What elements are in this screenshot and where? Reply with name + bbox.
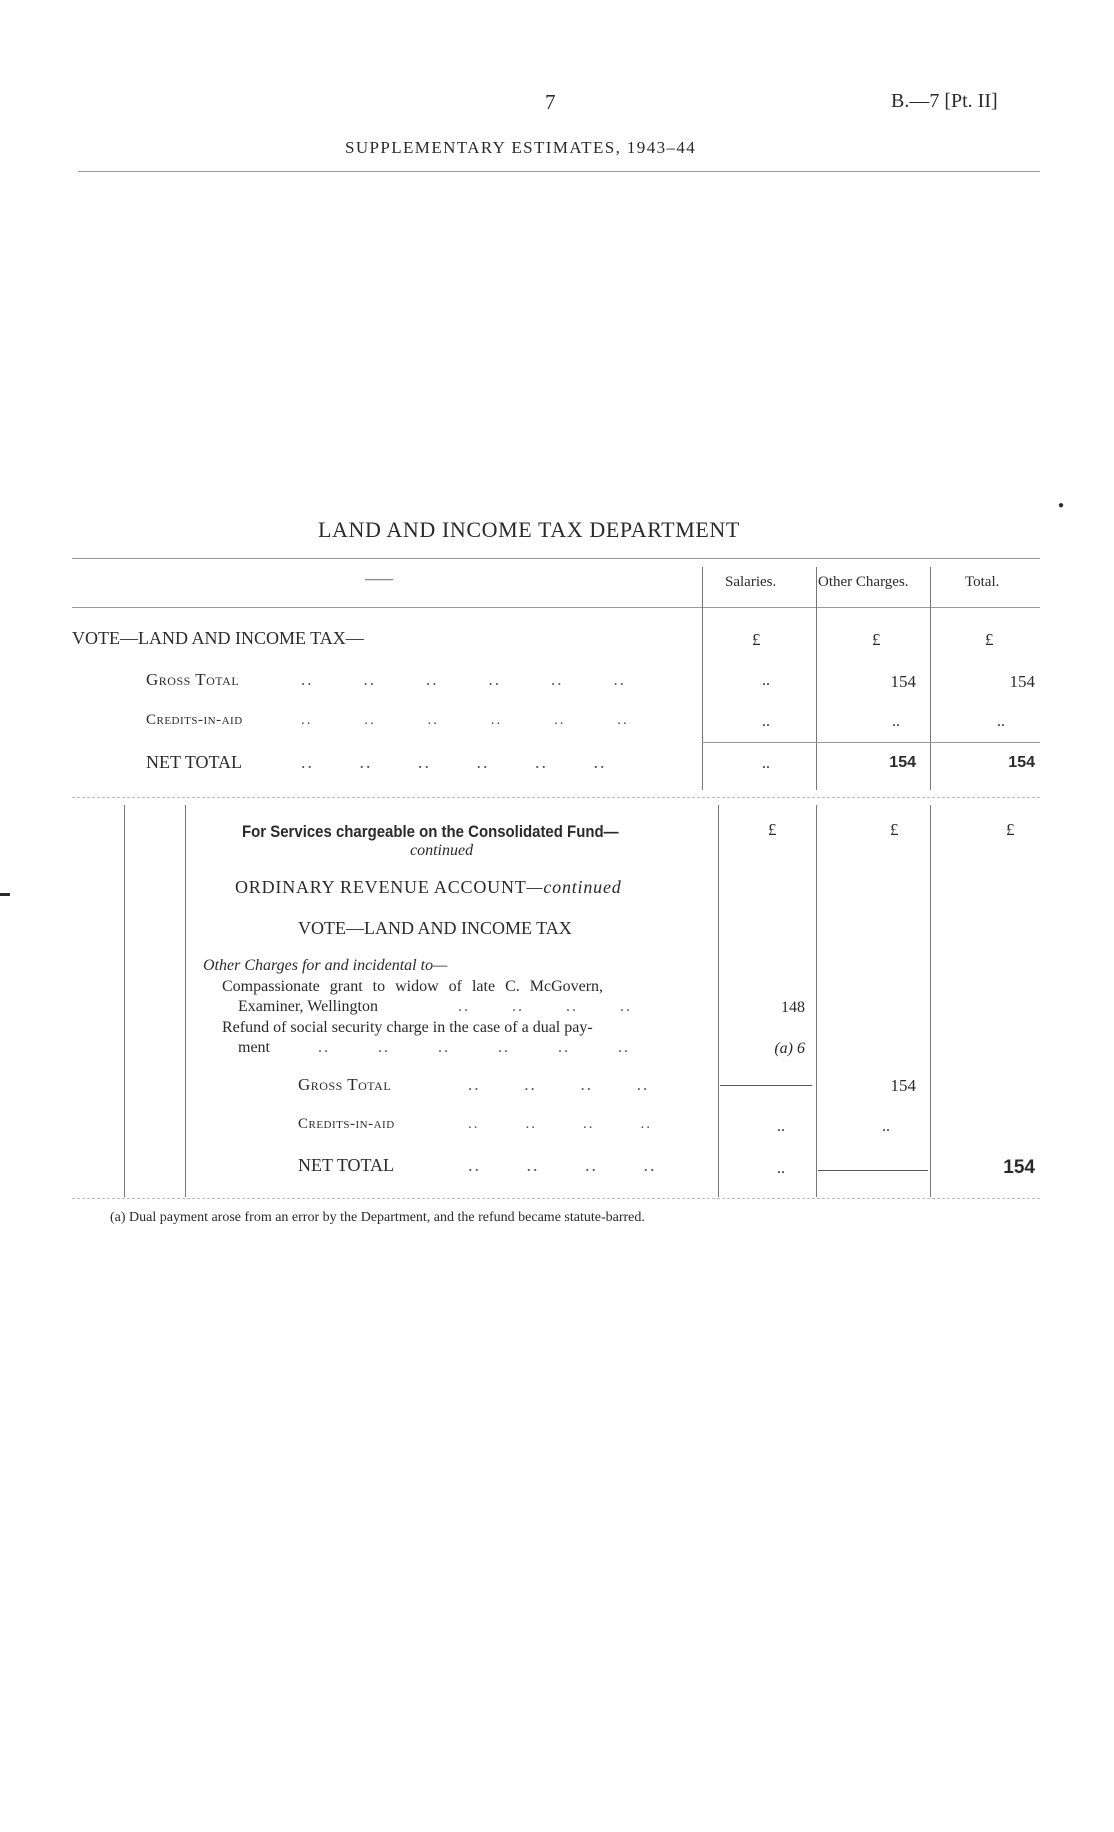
column-divider-total xyxy=(930,567,931,790)
net-total-salaries: .. xyxy=(762,755,770,772)
summary-row-label: NET TOTAL xyxy=(146,752,243,772)
net-total-total: 154 xyxy=(1008,754,1035,771)
detail-gross-total-row xyxy=(298,1075,708,1095)
item-2-salaries: (a) 6 xyxy=(774,1040,805,1057)
leader-dots: .. .. .. .. xyxy=(468,1116,652,1132)
header-rule xyxy=(78,171,1040,172)
detail-gross-total-other: 154 xyxy=(890,1076,916,1095)
account-heading-text: ORDINARY REVENUE ACCOUNT xyxy=(235,877,527,897)
fund-continued: continued xyxy=(410,842,474,859)
detail-currency-total: £ xyxy=(1006,820,1015,839)
leader-dots: .. .. .. .. .. .. xyxy=(301,712,629,728)
detail-salaries-rule xyxy=(720,1085,812,1086)
summary-row-label: Credits-in-aid xyxy=(146,712,243,728)
currency-total: £ xyxy=(985,630,994,649)
detail-net-total-salaries: .. xyxy=(777,1160,785,1177)
detail-credits-row xyxy=(298,1116,708,1133)
running-title: SUPPLEMENTARY ESTIMATES, 1943–44 xyxy=(345,138,697,157)
detail-gross-total-label: Gross Total xyxy=(298,1075,392,1094)
summary-vote-label: VOTE—LAND AND INCOME TAX— xyxy=(72,628,364,648)
column-divider-other xyxy=(816,567,817,790)
column-header-blank: —— xyxy=(365,572,393,587)
item-line-text: Examiner, Wellington xyxy=(238,998,378,1015)
detail-divider-salaries xyxy=(718,805,719,1197)
column-header-other-charges: Other Charges. xyxy=(818,574,909,590)
summary-row xyxy=(146,712,701,729)
detail-other-rule xyxy=(818,1170,928,1171)
detail-left-border xyxy=(124,805,125,1197)
item-line xyxy=(238,1039,708,1057)
gross-total-other: 154 xyxy=(890,672,916,691)
item-1-salaries: 148 xyxy=(781,999,805,1016)
summary-row xyxy=(146,670,701,690)
detail-credits-salaries: .. xyxy=(777,1118,785,1135)
page-number: 7 xyxy=(545,90,556,114)
column-header-total: Total. xyxy=(965,574,1000,590)
detail-vote-heading: VOTE—LAND AND INCOME TAX xyxy=(298,918,572,938)
detail-currency-other: £ xyxy=(890,820,899,839)
detail-inner-border xyxy=(185,805,186,1197)
leader-dots: .. .. .. .. xyxy=(468,1155,657,1175)
table-top-rule xyxy=(72,558,1040,559)
leader-dots: .. .. .. .. .. .. xyxy=(318,1039,630,1056)
detail-divider-total xyxy=(930,805,931,1197)
detail-divider-other xyxy=(816,805,817,1197)
detail-net-total-row xyxy=(298,1155,708,1176)
account-heading xyxy=(235,877,622,898)
leader-dots: .. .. .. .. .. .. xyxy=(301,752,607,772)
charges-intro: Other Charges for and incidental to— xyxy=(203,957,448,974)
account-heading-continued: —continued xyxy=(526,877,622,897)
credits-total: .. xyxy=(997,713,1005,730)
stray-mark: ● xyxy=(1058,500,1065,511)
department-title: LAND AND INCOME TAX DEPARTMENT xyxy=(318,517,740,542)
credits-salaries: .. xyxy=(762,713,770,730)
item-line xyxy=(238,998,708,1016)
item-line: Refund of social security charge in the case of a dual pay- xyxy=(222,1019,593,1036)
detail-credits-other: .. xyxy=(882,1118,890,1135)
fund-heading: For Services chargeable on the Consolidated Fund— xyxy=(242,822,619,841)
column-header-salaries: Salaries. xyxy=(725,574,777,590)
column-divider-salaries xyxy=(702,567,703,790)
net-total-other: 154 xyxy=(889,754,916,771)
table-header-rule xyxy=(72,607,1040,608)
detail-currency-salaries: £ xyxy=(768,820,777,839)
gross-total-total: 154 xyxy=(1009,672,1035,691)
detail-bottom-rule xyxy=(72,1198,1040,1199)
summary-bottom-rule xyxy=(72,797,1040,798)
detail-credits-label: Credits-in-aid xyxy=(298,1116,395,1132)
currency-other: £ xyxy=(872,630,881,649)
detail-net-total-total: 154 xyxy=(1003,1157,1035,1178)
summary-row xyxy=(146,752,701,773)
leader-dots: .. .. .. .. xyxy=(458,998,632,1015)
margin-mark: ▬ xyxy=(0,888,10,899)
detail-net-total-label: NET TOTAL xyxy=(298,1155,395,1175)
subtotal-rule xyxy=(702,742,1040,743)
document-reference: B.—7 [Pt. II] xyxy=(891,90,998,112)
footnote: (a) Dual payment arose from an error by the Department, and the refund became statute-barred. xyxy=(110,1210,645,1225)
credits-other: .. xyxy=(892,713,900,730)
leader-dots: .. .. .. .. .. .. xyxy=(301,670,626,689)
item-line: Compassionate grant to widow of late C. McGovern, xyxy=(222,978,604,995)
leader-dots: .. .. .. .. xyxy=(468,1075,650,1094)
summary-row-label: Gross Total xyxy=(146,670,240,689)
item-line-text: ment xyxy=(238,1039,270,1056)
gross-total-salaries: .. xyxy=(762,672,770,689)
currency-salaries: £ xyxy=(752,630,761,649)
